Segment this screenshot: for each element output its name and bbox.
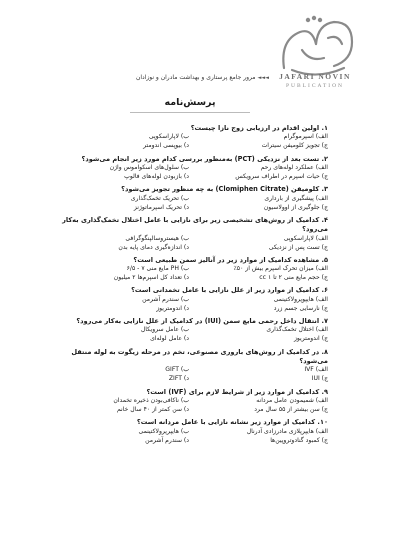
publisher-name: JAFARI NOVIN xyxy=(279,72,351,81)
option-a: الف) عملکرد لوله‌های رحم xyxy=(260,164,328,172)
question-item xyxy=(58,418,328,445)
nav-arrows-icon: ◄◄◄ xyxy=(257,75,269,81)
option-a: الف) اسپرموگرام xyxy=(283,133,328,141)
option-d: د) ZIFT xyxy=(168,375,189,383)
option-b: ب) تحریک تخمک‌گذاری xyxy=(130,194,189,202)
question-text: ۳. کلومیفن (Clomiphen Citrate) به چه منظور تجویز می‌شود؟ xyxy=(121,185,328,194)
question-text: ۶. کدامیک از موارد زیر از علل نازایی با عامل تخمدانی است؟ xyxy=(131,286,328,295)
question-text: ۵. مشاهده کدامیک از موارد زیر در آنالیز سمن طبیعی است؟ xyxy=(133,255,328,264)
question-list xyxy=(58,124,328,449)
section-title: پرسش‌نامه xyxy=(164,97,216,108)
series-title: مرور جامع پرستاری و بهداشت مادران و نوزادان xyxy=(135,74,256,81)
option-b: ب) PH مایع منی ۷ - ۶/۵ xyxy=(126,265,189,273)
option-c: ج) جلوگیری از اوولاسیون xyxy=(263,203,328,211)
option-b: ب) ناکافی‌بودن ذخیره تخمدان xyxy=(113,397,189,405)
question-text: ۹. کدامیک از موارد زیر از شرایط لازم برای (IVF) است؟ xyxy=(146,387,328,396)
question-item xyxy=(58,185,328,212)
question-item xyxy=(58,286,328,313)
option-grid xyxy=(58,195,328,213)
option-b: ب) سلول‌های اسکواموس واژن xyxy=(109,164,189,172)
option-grid xyxy=(58,164,328,182)
question-item xyxy=(58,348,328,385)
option-grid xyxy=(58,366,328,384)
option-a: الف) میزان تحرک اسپرم بیش از ۵۰٪ xyxy=(233,265,328,273)
option-c: ج) کمبود گنادوتروپین‌ها xyxy=(270,436,328,444)
option-a: الف) هایپرپلازی مادرزادی آدرنال xyxy=(246,427,328,435)
option-grid xyxy=(58,397,328,415)
option-grid xyxy=(58,265,328,283)
option-b: ب) سندرم آشرمن xyxy=(142,295,189,303)
option-a: الف) IVF xyxy=(304,366,328,374)
option-c: ج) سن بیشتر از ۵۵ سال مرد xyxy=(254,406,328,413)
option-a: الف) لاپاراسکوپی xyxy=(283,234,328,242)
option-a: الف) هایپوپرولاکتینمی xyxy=(273,295,328,303)
question-text: ۷. انتقال داخل رحمی مایع سمن (IUI) در کدامیک از علل نازایی به‌کار می‌رود؟ xyxy=(76,317,328,326)
option-d: د) تحریک اسپرماتوژنز xyxy=(133,203,189,211)
option-grid xyxy=(58,133,328,151)
series-header xyxy=(62,74,272,84)
question-item xyxy=(58,124,328,151)
option-d: د) اندازه‌گیری دمای پایه بدن xyxy=(118,243,189,251)
option-grid xyxy=(58,326,328,344)
option-b: ب) عامل سرویکال xyxy=(140,326,189,334)
option-b: ب) لاپاراسکوپی xyxy=(148,133,189,141)
option-c: ج) تست پس از نزدیکی xyxy=(268,243,328,251)
option-d: د) بیوپسی اندومتر xyxy=(143,142,189,150)
option-c: ج) حیات اسپرم در اطراف سرویکس xyxy=(235,172,328,180)
option-c: ج) IUI xyxy=(311,375,328,383)
option-d: د) عامل لوله‌ای xyxy=(150,335,189,343)
option-grid xyxy=(58,235,328,253)
question-item xyxy=(58,388,328,415)
question-item xyxy=(58,216,328,253)
option-grid xyxy=(58,296,328,314)
option-a: الف) پیشگیری از بارداری xyxy=(264,194,328,202)
question-item xyxy=(58,317,328,344)
option-d: د) تعداد کل اسپرم‌ها ۲ میلیون xyxy=(113,274,189,282)
question-text: ۲. تست بعد از نزدیکی (PCT) به‌منظور بررسی کدام مورد زیر انجام می‌شود؟ xyxy=(81,154,328,163)
question-text: ۱. اولین اقدام در ارزیابی زوج نازا چیست؟ xyxy=(190,124,328,132)
option-d: د) سن کمتر از ۴۰ سال خانم xyxy=(116,406,189,413)
option-d: د) بازبودن لوله‌های فالوپ xyxy=(124,172,189,180)
option-grid xyxy=(58,428,328,446)
option-b: ب) GIFT xyxy=(165,366,189,374)
question-item xyxy=(58,155,328,182)
option-b: ب) هایپرپرولاکتینمی xyxy=(138,427,189,435)
option-c: ج) اندومتریوز xyxy=(293,335,328,343)
question-text: ۸. در کدامیک از روش‌های باروری مصنوعی، تخم در مرحله زیگوت به لوله منتقل می‌شود؟ xyxy=(71,347,328,366)
option-c: ج) حجم مایع منی ۲ تا ۱ cc xyxy=(259,274,328,282)
section-divider xyxy=(130,112,250,113)
publisher-subtitle: PUBLICATION xyxy=(285,83,345,89)
option-d: د) اندومتریوز xyxy=(156,304,189,312)
option-a: الف) شمیمودن عامل مردانه xyxy=(256,397,328,405)
option-a: الف) اختلال تخمک‌گذاری xyxy=(266,326,328,334)
option-d: د) سندرم آشرمن xyxy=(145,436,189,444)
question-text: ۱۰. کدامیک از موارد زیر نشانه نازایی با عامل مردانه است؟ xyxy=(136,418,328,427)
question-item xyxy=(58,256,328,283)
option-b: ب) هیستروسالپنگوگرافی xyxy=(125,234,189,242)
question-text: ۴. کدامیک از روش‌های تشخیصی زیر برای نازایی با عامل اختلال تخمک‌گذاری به‌کار می‌رود؟ xyxy=(62,215,328,234)
option-c: ج) تجویز کلومیفن سیترات xyxy=(261,142,328,150)
option-c: ج) نارسایی جسم زرد xyxy=(273,304,328,312)
